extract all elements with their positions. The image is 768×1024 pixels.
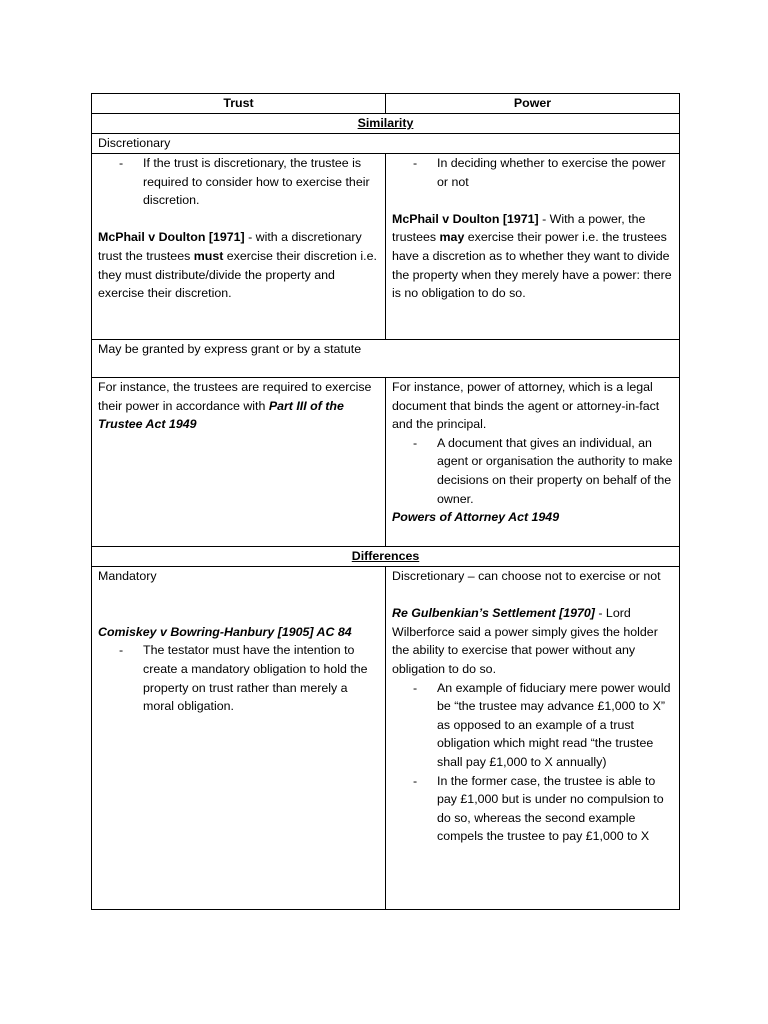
power-differences-list bbox=[392, 679, 673, 846]
case-name: Re Gulbenkian’s Settlement [1970] bbox=[392, 606, 595, 621]
mandatory-label: Mandatory bbox=[98, 569, 157, 583]
trust-instance-paragraph: For instance, the trustees are required to exercise their power in accordance with Part III of the Trustee Act 1949 bbox=[98, 380, 372, 432]
trust-power-comparison-table bbox=[91, 93, 680, 910]
header-row bbox=[92, 94, 680, 114]
trust-differences-cell bbox=[92, 567, 386, 910]
list-item: - In deciding whether to exercise the power or not bbox=[437, 154, 673, 191]
emphasis-may: may bbox=[439, 230, 465, 245]
gulbenkian-paragraph: Re Gulbenkian’s Settlement [1970] - Lord Wilberforce said a power simply gives the holder the ability to exercise that power without any obligation to do so. bbox=[392, 606, 658, 676]
case-name: McPhail v Doulton [1971] bbox=[392, 211, 539, 226]
differences-heading-row bbox=[92, 547, 680, 567]
trustee-act-reference: Part III of the Trustee Act 1949 bbox=[98, 398, 344, 432]
instance-row bbox=[92, 378, 680, 547]
power-instance-cell bbox=[386, 378, 680, 547]
discretion-row bbox=[92, 154, 680, 340]
differences-row bbox=[92, 567, 680, 910]
case-name: McPhail v Doulton [1971] bbox=[98, 230, 245, 245]
similarity-heading-row bbox=[92, 114, 680, 134]
list-item: - An example of fiduciary mere power would be “the trustee may advance £1,000 to X” as opposed to an example of a trust obligation which might read “the trustee shall pay £1,000 to X annually) bbox=[437, 679, 673, 772]
trust-discretion-cell bbox=[92, 154, 386, 340]
similarity-heading: Similarity bbox=[92, 114, 680, 134]
grant-row bbox=[92, 340, 680, 378]
list-item: - In the former case, the trustee is able to pay £1,000 but is under no compulsion to do so, whereas the second example compels the trustee to pay £1,000 to X bbox=[437, 772, 673, 846]
power-instance-list bbox=[392, 434, 673, 508]
differences-heading: Differences bbox=[92, 547, 680, 567]
trust-discretion-list bbox=[98, 154, 379, 210]
list-item: - A document that gives an individual, an agent or organisation the authority to make decisions on their property on behalf of the owner. bbox=[437, 434, 673, 508]
grant-cell: May be granted by express grant or by a statute bbox=[92, 340, 680, 378]
emphasis-must: must bbox=[193, 248, 224, 263]
list-item: - The testator must have the intention to create a mandatory obligation to hold the property on trust rather than merely a moral obligation. bbox=[143, 641, 379, 715]
comiskey-case: Comiskey v Bowring-Hanbury [1905] AC 84 bbox=[98, 624, 352, 639]
header-power: Power bbox=[386, 94, 680, 114]
header-trust: Trust bbox=[92, 94, 386, 114]
list-item: - If the trust is discretionary, the trustee is required to consider how to exercise their discretion. bbox=[143, 154, 379, 210]
power-mcphail-paragraph: McPhail v Doulton [1971] - With a power, the trustees may exercise their power i.e. the trustees have a discretion as to whether they want to divide the property when they merely have a power: there is no obligation to do so. bbox=[392, 211, 672, 301]
powers-of-attorney-act-reference: Powers of Attorney Act 1949 bbox=[392, 510, 560, 525]
trust-mcphail-paragraph: McPhail v Doulton [1971] - with a discretionary trust the trustees must exercise their discretion i.e. they must distribute/divide the property and exercise their discretion. bbox=[98, 230, 377, 301]
discretionary-choice-label: Discretionary – can choose not to exercise or not bbox=[392, 569, 661, 583]
power-discretion-cell bbox=[386, 154, 680, 340]
power-differences-cell bbox=[386, 567, 680, 910]
discretionary-label: Discretionary bbox=[92, 134, 680, 154]
power-instance-paragraph: For instance, power of attorney, which is a legal document that binds the agent or attorney-in-fact and the principal. bbox=[392, 380, 660, 432]
power-discretion-list bbox=[392, 154, 673, 191]
trust-instance-cell bbox=[92, 378, 386, 547]
discretionary-label-row bbox=[92, 134, 680, 154]
trust-differences-list bbox=[98, 641, 379, 715]
